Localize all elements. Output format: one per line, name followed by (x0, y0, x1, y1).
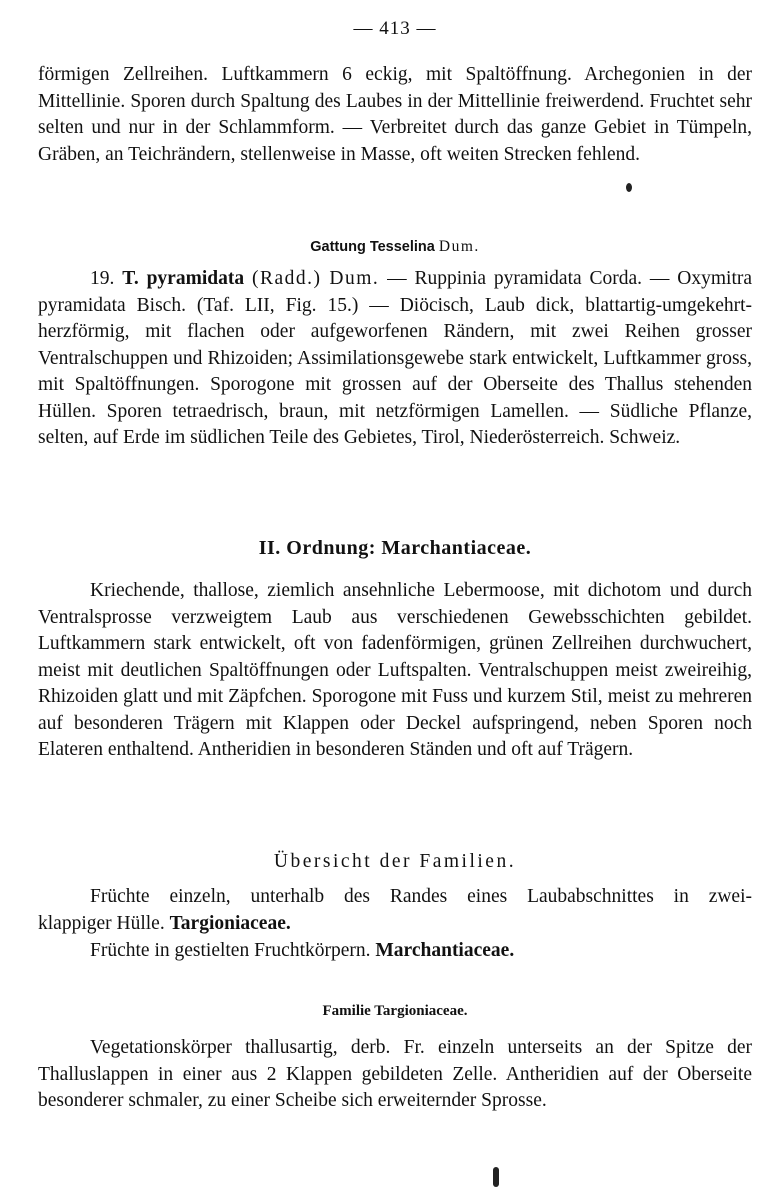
order-paragraph: Kriechende, thallose, ziemlich ansehnliche Lebermoose, mit dichotom und durch Ventralsprosse verzweigtem Laub aus verschiedenen Gewebsschichten gebildet. Luftkammern stark entwickelt, oft von fadenförmigen, grünen Zellreihen durchwuchert, meist mit deutlichen Spaltöffnungen oder Luftspalten. Ventralschuppen meist zweireihig, Rhizoiden glatt und mit Zäpfchen. Sporogone mit Fuss und kurzem Stil, meist zu mehreren auf besonderen Trägern mit Klappen oder Deckel aufspringend, neben Sporen noch Elateren enthaltend. Antheridien in besonderen Ständen und oft auf Trägern. (38, 580, 752, 760)
genus-heading-label: Gattung Tesselina (310, 239, 435, 255)
species-author: Dum. (329, 268, 380, 289)
ink-speck-bottom (493, 1167, 499, 1187)
key-family-2: Marchantiaceae. (375, 940, 515, 961)
species-description: — Ruppinia pyramidata Corda. — Oxymitra pyramidata Bisch. (Taf. LII, Fig. 15.) — Diöcisch, Laub dick, blattartig-umgekehrt-herzförmig, mit flachen oder aufgeworfenen Rändern, mit zwei Reihen grosser Ventralschuppen und Rhizoiden; Assimilationsgewebe stark entwickelt, Luftkammer gross, mit Spaltöffnungen. Sporogone mit grossen auf der Oberseite des Thallus stehenden Hüllen. Sporen tetraedrisch, braun, mit netzförmigen Lamellen. — Südliche Pflanze, selten, auf Erde im südlichen Teile des Gebietes, Tirol, Niederösterreich. Schweiz. (38, 268, 753, 448)
species-name: T. pyramidata (122, 268, 245, 289)
key-family-1: Targioniaceae. (169, 913, 291, 934)
key-line-1-cont-text: klappiger Hülle. (38, 913, 165, 934)
intro-paragraph: förmigen Zellreihen. Luftkammern 6 eckig, mit Spaltöffnung. Archegonien in der Mittellinie. Sporen durch Spaltung des Laubes in der Mittellinie freiwerdend. Fruchtet sehr selten und nur in der Schlammform. — Verbreitet durch das ganze Gebiet in Tümpeln, Gräben, an Teichrändern, stellenweise in Masse, oft weiten Strecken fehlend. (38, 64, 752, 165)
genus-heading (38, 238, 752, 256)
key-line-2-text: Früchte in gestielten Fruchtkörpern. (90, 940, 371, 961)
key-line-1-cont (38, 911, 752, 938)
genus-heading-author: Dum. (438, 238, 480, 255)
order-heading: II. Ordnung: Marchantiaceae. (258, 537, 532, 559)
family-paragraph: Vegetationskörper thallusartig, derb. Fr. einzeln unterseits an der Spitze der Thalluslappen in einer aus 2 Klappen gebildeten Zelle. Antheridien auf der Oberseite besonderer schmaler, zu einer Scheibe sich erweiternder Sprosse. (38, 1037, 752, 1111)
overview-heading: Übersicht der Familien. (273, 851, 517, 872)
species-author-paren: (Radd.) (251, 268, 322, 289)
key-line-1: Früchte einzeln, unterhalb des Randes eines Laubabschnittes in zwei- (90, 886, 752, 907)
ink-speck (626, 183, 632, 192)
species-number: 19. (90, 268, 115, 289)
page-number: — 413 — (353, 18, 437, 39)
species-entry (38, 266, 752, 452)
document-page (38, 0, 752, 1200)
key-line-2 (38, 938, 752, 965)
family-heading: Familie Targioniaceae. (322, 1003, 468, 1019)
